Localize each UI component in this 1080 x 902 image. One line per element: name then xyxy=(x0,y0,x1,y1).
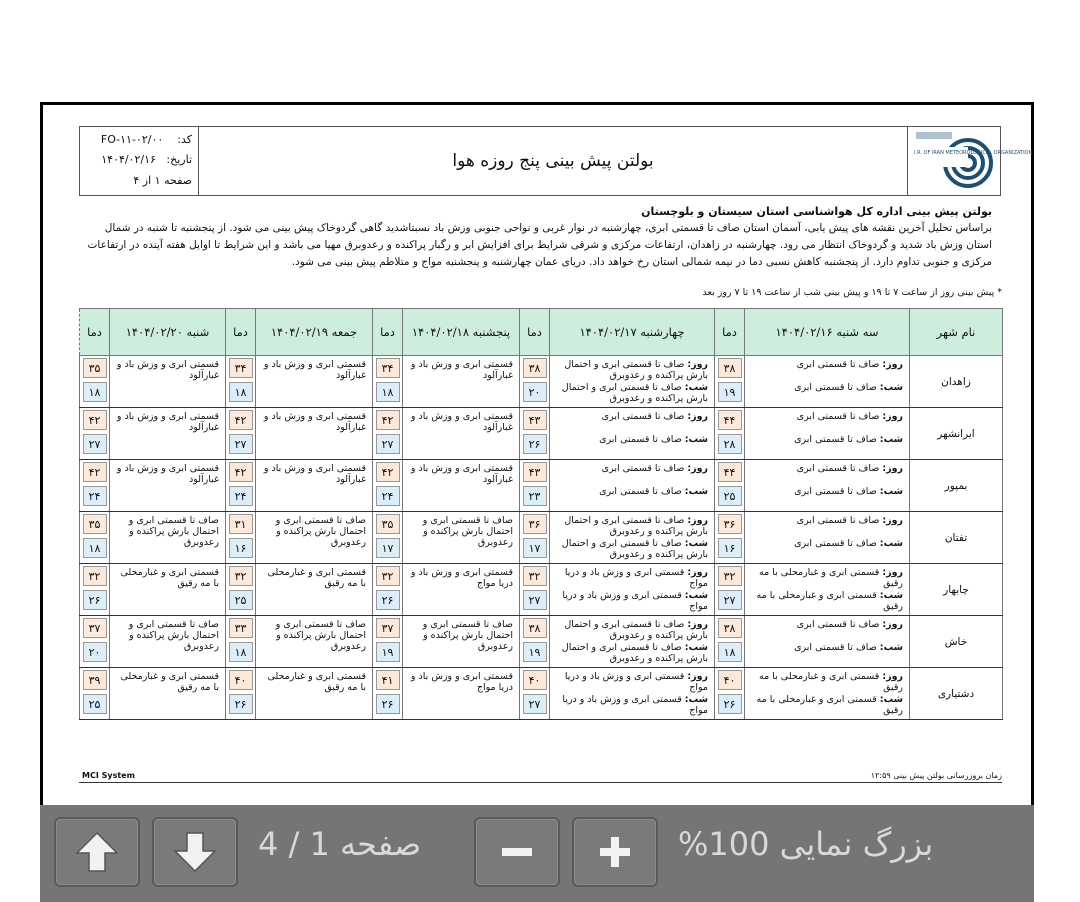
min-temp: ۱۸ xyxy=(376,382,400,402)
day-forecast-cell xyxy=(256,512,373,564)
arrow-up-icon xyxy=(73,830,121,874)
temp-cell xyxy=(373,512,403,564)
max-temp: ۳۲ xyxy=(718,566,742,586)
min-temp: ۲۴ xyxy=(83,486,107,506)
forecast-body xyxy=(80,356,1003,720)
min-temp: ۲۶ xyxy=(83,590,107,610)
max-temp: ۴۲ xyxy=(376,462,400,482)
night-condition: شب: صاف تا قسمتی ابری xyxy=(599,434,708,445)
day-forecast-cell xyxy=(110,460,226,512)
min-temp: ۱۸ xyxy=(229,642,253,662)
table-row xyxy=(80,460,1003,512)
table-header-row xyxy=(80,309,1003,356)
table-row xyxy=(80,564,1003,616)
zoom-out-button[interactable] xyxy=(474,817,560,887)
day-forecast-cell xyxy=(256,356,373,408)
city-name: خاش xyxy=(910,616,1003,668)
min-temp: ۲۵ xyxy=(83,694,107,714)
day-forecast-cell xyxy=(110,512,226,564)
day-forecast-cell xyxy=(256,668,373,720)
forecast-table xyxy=(79,308,1003,720)
max-temp: ۳۴ xyxy=(376,358,400,378)
temp-cell xyxy=(80,356,110,408)
condition-text: قسمتی ابری و وزش باد و غبارآلود xyxy=(263,411,366,433)
condition-text: صاف تا قسمتی ابری و احتمال بارش پراکنده و رعدوبرق xyxy=(275,619,366,652)
temp-cell xyxy=(520,616,550,668)
temp-cell xyxy=(226,512,256,564)
footer-update-time: زمان بروزرسانی بولتن پیش بینی ۱۲:۵۹ xyxy=(870,771,1002,780)
min-temp: ۲۸ xyxy=(718,434,742,454)
city-name: بمپور xyxy=(910,460,1003,512)
logo xyxy=(907,127,1033,195)
min-temp: ۱۹ xyxy=(718,382,742,402)
min-temp: ۲۷ xyxy=(523,694,547,714)
temp-cell xyxy=(520,564,550,616)
night-condition: شب: صاف تا قسمتی ابری xyxy=(599,486,708,497)
max-temp: ۴۳ xyxy=(523,462,547,482)
max-temp: ۳۲ xyxy=(523,566,547,586)
temp-header: دما xyxy=(226,309,256,356)
max-temp: ۳۱ xyxy=(229,514,253,534)
temp-cell xyxy=(226,408,256,460)
condition-text: قسمتی ابری و وزش باد و غبارآلود xyxy=(116,359,219,381)
day-forecast-cell xyxy=(745,564,910,616)
max-temp: ۴۰ xyxy=(229,670,253,690)
temp-cell xyxy=(226,668,256,720)
day-forecast-cell xyxy=(550,616,715,668)
temp-cell xyxy=(715,564,745,616)
condition-text: صاف تا قسمتی ابری و احتمال بارش پراکنده و رعدوبرق xyxy=(422,515,513,548)
min-temp: ۱۹ xyxy=(523,642,547,662)
temp-cell xyxy=(520,408,550,460)
code-box xyxy=(80,127,199,195)
condition-text: قسمتی ابری و وزش باد و غبارآلود xyxy=(116,411,219,433)
condition-text: قسمتی ابری و وزش باد و غبارآلود xyxy=(263,463,366,485)
plus-icon xyxy=(595,832,635,872)
night-condition: شب: صاف تا قسمتی ابری و احتمال بارش پراکنده و رعدوبرق xyxy=(561,538,708,560)
next-page-button[interactable] xyxy=(152,817,238,887)
max-temp: ۳۵ xyxy=(83,514,107,534)
min-temp: ۲۰ xyxy=(523,382,547,402)
forecast-note: * پیش بینی روز از ساعت ۷ تا ۱۹ و پیش بینی شب از ساعت ۱۹ تا ۷ روز بعد xyxy=(702,287,1002,298)
condition-text: قسمتی ابری و وزش باد و غبارآلود xyxy=(410,359,513,381)
day-forecast-cell xyxy=(110,616,226,668)
day-forecast-cell xyxy=(403,460,520,512)
arrow-down-icon xyxy=(171,830,219,874)
night-condition: شب: صاف تا قسمتی ابری xyxy=(794,434,903,445)
max-temp: ۴۰ xyxy=(718,670,742,690)
day-forecast-cell xyxy=(745,512,910,564)
table-row xyxy=(80,356,1003,408)
min-temp: ۲۳ xyxy=(523,486,547,506)
day-forecast-cell xyxy=(403,408,520,460)
condition-text: قسمتی ابری و وزش باد و دریا مواج xyxy=(410,567,513,589)
day-condition: روز: قسمتی ابری و غبارمحلی با مه رقیق xyxy=(759,671,903,693)
condition-text: صاف تا قسمتی ابری و احتمال بارش پراکنده و رعدوبرق xyxy=(128,515,219,548)
day-forecast-cell xyxy=(256,564,373,616)
day-condition: روز: صاف تا قسمتی ابری xyxy=(796,515,903,526)
day-condition: روز: قسمتی ابری و وزش باد و دریا مواج xyxy=(564,567,708,589)
temp-cell xyxy=(715,408,745,460)
day-forecast-cell xyxy=(550,460,715,512)
day-forecast-cell xyxy=(550,512,715,564)
max-temp: ۳۴ xyxy=(229,358,253,378)
min-temp: ۲۵ xyxy=(229,590,253,610)
max-temp: ۳۶ xyxy=(718,514,742,534)
temp-header: دما xyxy=(715,309,745,356)
meteorological-logo-icon xyxy=(908,127,1033,195)
temp-cell xyxy=(520,512,550,564)
condition-text: قسمتی ابری و غبارمحلی با مه رقیق xyxy=(120,671,219,693)
max-temp: ۳۷ xyxy=(376,618,400,638)
day-forecast-cell xyxy=(110,408,226,460)
code-row: کد: FO-۱۱-۰۲/۰۰ xyxy=(100,133,192,146)
min-temp: ۲۷ xyxy=(376,434,400,454)
city-name: ایرانشهر xyxy=(910,408,1003,460)
max-temp: ۴۲ xyxy=(376,410,400,430)
min-temp: ۲۴ xyxy=(376,486,400,506)
temp-header: دما xyxy=(520,309,550,356)
intro-section xyxy=(86,203,992,271)
max-temp: ۳۹ xyxy=(83,670,107,690)
day-forecast-cell xyxy=(403,668,520,720)
day-condition: روز: قسمتی ابری و وزش باد و دریا مواج xyxy=(564,671,708,693)
day-condition: روز: صاف تا قسمتی ابری xyxy=(796,463,903,474)
night-condition: شب: صاف تا قسمتی ابری xyxy=(794,382,903,393)
condition-text: قسمتی ابری و وزش باد و غبارآلود xyxy=(410,463,513,485)
max-temp: ۳۸ xyxy=(523,618,547,638)
day-condition: روز: صاف تا قسمتی ابری xyxy=(796,619,903,630)
day-forecast-cell xyxy=(256,460,373,512)
day-forecast-cell xyxy=(550,564,715,616)
max-temp: ۳۳ xyxy=(229,618,253,638)
date-row: تاریخ: ۱۴۰۴/۰۲/۱۶ xyxy=(101,153,192,166)
table-row xyxy=(80,668,1003,720)
day-forecast-cell xyxy=(745,460,910,512)
max-temp: ۳۲ xyxy=(229,566,253,586)
condition-text: قسمتی ابری و وزش باد و غبارآلود xyxy=(263,359,366,381)
day-forecast-cell xyxy=(256,408,373,460)
temp-cell xyxy=(520,460,550,512)
temp-cell xyxy=(373,408,403,460)
day-header: چهارشنبه ۱۴۰۴/۰۲/۱۷ xyxy=(550,309,715,356)
min-temp: ۲۶ xyxy=(229,694,253,714)
day-forecast-cell xyxy=(745,356,910,408)
document-header xyxy=(79,126,1033,196)
day-forecast-cell xyxy=(403,616,520,668)
max-temp: ۴۲ xyxy=(229,462,253,482)
condition-text: قسمتی ابری و غبارمحلی با مه رقیق xyxy=(267,567,366,589)
day-header: جمعه ۱۴۰۴/۰۲/۱۹ xyxy=(256,309,373,356)
condition-text: قسمتی ابری و غبارمحلی با مه رقیق xyxy=(267,671,366,693)
temp-cell xyxy=(80,460,110,512)
condition-text: صاف تا قسمتی ابری و احتمال بارش پراکنده و رعدوبرق xyxy=(128,619,219,652)
max-temp: ۴۴ xyxy=(718,410,742,430)
condition-text: صاف تا قسمتی ابری و احتمال بارش پراکنده و رعدوبرق xyxy=(275,515,366,548)
temp-header: دما xyxy=(80,309,110,356)
temp-header: دما xyxy=(373,309,403,356)
min-temp: ۱۸ xyxy=(83,382,107,402)
max-temp: ۳۸ xyxy=(523,358,547,378)
min-temp: ۱۷ xyxy=(376,538,400,558)
table-row xyxy=(80,512,1003,564)
night-condition: شب: قسمتی ابری و غبارمحلی با مه رقیق xyxy=(756,590,903,612)
min-temp: ۱۶ xyxy=(229,538,253,558)
temp-cell xyxy=(80,512,110,564)
temp-cell xyxy=(715,616,745,668)
night-condition: شب: قسمتی ابری و وزش باد و دریا مواج xyxy=(562,694,708,716)
temp-cell xyxy=(520,668,550,720)
min-temp: ۲۶ xyxy=(376,694,400,714)
condition-text: قسمتی ابری و وزش باد و دریا مواج xyxy=(410,671,513,693)
temp-cell xyxy=(715,356,745,408)
min-temp: ۲۰ xyxy=(83,642,107,662)
svg-text:I.R. OF IRAN METEOROLOGICAL OR: I.R. OF IRAN METEOROLOGICAL ORGANIZATION xyxy=(914,150,1033,156)
temp-cell xyxy=(715,668,745,720)
min-temp: ۲۶ xyxy=(376,590,400,610)
temp-cell xyxy=(226,356,256,408)
temp-cell xyxy=(80,564,110,616)
day-condition: روز: صاف تا قسمتی ابری و احتمال بارش پراکنده و رعدوبرق xyxy=(564,619,708,641)
day-condition: روز: صاف تا قسمتی ابری xyxy=(796,411,903,422)
day-condition: روز: صاف تا قسمتی ابری و احتمال بارش پراکنده و رعدوبرق xyxy=(564,515,708,537)
night-condition: شب: قسمتی ابری و وزش باد و دریا مواج xyxy=(562,590,708,612)
previous-page-button[interactable] xyxy=(54,817,140,887)
night-condition: شب: صاف تا قسمتی ابری xyxy=(794,538,903,549)
day-forecast-cell xyxy=(550,408,715,460)
min-temp: ۲۷ xyxy=(229,434,253,454)
temp-cell xyxy=(226,564,256,616)
max-temp: ۳۵ xyxy=(83,358,107,378)
condition-text: قسمتی ابری و وزش باد و غبارآلود xyxy=(116,463,219,485)
day-forecast-cell xyxy=(403,512,520,564)
day-forecast-cell xyxy=(745,668,910,720)
day-forecast-cell xyxy=(550,668,715,720)
day-condition: روز: صاف تا قسمتی ابری xyxy=(601,411,708,422)
table-row xyxy=(80,408,1003,460)
min-temp: ۱۸ xyxy=(718,642,742,662)
footer-system: MCI System xyxy=(82,771,135,780)
city-name: دشتیاری xyxy=(910,668,1003,720)
temp-cell xyxy=(80,668,110,720)
bulletin-heading: بولتن پیش بینی اداره کل هواشناسی استان سیستان و بلوچستان xyxy=(641,205,992,218)
night-condition: شب: صاف تا قسمتی ابری xyxy=(794,486,903,497)
minus-icon xyxy=(497,832,537,872)
temp-cell xyxy=(520,356,550,408)
temp-cell xyxy=(226,460,256,512)
max-temp: ۳۸ xyxy=(718,358,742,378)
max-temp: ۳۲ xyxy=(376,566,400,586)
min-temp: ۱۷ xyxy=(523,538,547,558)
city-name: چابهار xyxy=(910,564,1003,616)
day-condition: روز: صاف تا قسمتی ابری xyxy=(601,463,708,474)
temp-cell xyxy=(80,408,110,460)
min-temp: ۲۶ xyxy=(718,694,742,714)
day-forecast-cell xyxy=(403,564,520,616)
city-name: تفتان xyxy=(910,512,1003,564)
day-header: سه شنبه ۱۴۰۴/۰۲/۱۶ xyxy=(745,309,910,356)
day-forecast-cell xyxy=(110,668,226,720)
night-condition: شب: صاف تا قسمتی ابری و احتمال بارش پراکنده و رعدوبرق xyxy=(561,382,708,404)
min-temp: ۱۶ xyxy=(718,538,742,558)
day-forecast-cell xyxy=(403,356,520,408)
zoom-in-button[interactable] xyxy=(572,817,658,887)
footer-divider xyxy=(79,782,1002,783)
zoom-indicator: %بزرگ نمایی 100 xyxy=(678,825,934,863)
day-header: شنبه ۱۴۰۴/۰۲/۲۰ xyxy=(110,309,226,356)
night-condition: شب: صاف تا قسمتی ابری و احتمال بارش پراکنده و رعدوبرق xyxy=(561,642,708,664)
max-temp: ۴۴ xyxy=(718,462,742,482)
min-temp: ۱۹ xyxy=(376,642,400,662)
max-temp: ۳۶ xyxy=(523,514,547,534)
min-temp: ۱۸ xyxy=(229,382,253,402)
max-temp: ۳۲ xyxy=(83,566,107,586)
condition-text: قسمتی ابری و وزش باد و غبارآلود xyxy=(410,411,513,433)
max-temp: ۳۷ xyxy=(83,618,107,638)
day-forecast-cell xyxy=(256,616,373,668)
temp-cell xyxy=(373,564,403,616)
temp-cell xyxy=(373,616,403,668)
day-condition: روز: صاف تا قسمتی ابری xyxy=(796,359,903,370)
forecast-paragraph: براساس تحلیل آخرین نقشه های پیش یابی، آسمان استان صاف تا قسمتی ابری، چهارشنبه در نوار غربی و نواحی جنوبی وزش باد نسبتاشدید گاهی گردوخاک پیش بینی می شود. از پنجشنبه تا شنبه در شمال استان وزش باد شدید و گردوخاک انتظار می رود. چهارشنبه در زاهدان، ارتفاعات مرکزی و شرقی شرایط برای افزایش ابر و رگبار پراکنده و رعدوبرق مهیا می باشد و این شرایط تا اوایل هفته آینده در ارتفاعات مرکزی و جنوبی تداوم دارد. از پنجشنبه کاهش نسبی دما در نیمه شمالی استان رخ خواهد داد. دریای عمان چهارشنبه و پنجشنبه مواج و متلاطم پیش بینی می شود. xyxy=(87,222,992,268)
day-condition: روز: قسمتی ابری و غبارمحلی با مه رقیق xyxy=(759,567,903,589)
condition-text: صاف تا قسمتی ابری و احتمال بارش پراکنده و رعدوبرق xyxy=(422,619,513,652)
min-temp: ۲۷ xyxy=(83,434,107,454)
max-temp: ۳۸ xyxy=(718,618,742,638)
min-temp: ۲۵ xyxy=(718,486,742,506)
temp-cell xyxy=(373,668,403,720)
max-temp: ۴۱ xyxy=(376,670,400,690)
page-info: صفحه ۱ از ۴ xyxy=(133,174,192,187)
table-row xyxy=(80,616,1003,668)
document-title: بولتن پیش بینی پنج روزه هوا xyxy=(452,151,654,171)
temp-cell xyxy=(80,616,110,668)
night-condition: شب: صاف تا قسمتی ابری xyxy=(794,642,903,653)
max-temp: ۴۲ xyxy=(229,410,253,430)
temp-cell xyxy=(226,616,256,668)
city-name: زاهدان xyxy=(910,356,1003,408)
day-condition: روز: صاف تا قسمتی ابری و احتمال بارش پراکنده و رعدوبرق xyxy=(564,359,708,381)
night-condition: شب: قسمتی ابری و غبارمحلی با مه رقیق xyxy=(756,694,903,716)
max-temp: ۴۳ xyxy=(523,410,547,430)
min-temp: ۲۷ xyxy=(523,590,547,610)
max-temp: ۴۲ xyxy=(83,410,107,430)
max-temp: ۳۵ xyxy=(376,514,400,534)
min-temp: ۱۸ xyxy=(83,538,107,558)
day-forecast-cell xyxy=(745,616,910,668)
temp-cell xyxy=(373,356,403,408)
temp-cell xyxy=(715,460,745,512)
day-forecast-cell xyxy=(110,356,226,408)
min-temp: ۲۷ xyxy=(718,590,742,610)
min-temp: ۲۴ xyxy=(229,486,253,506)
day-forecast-cell xyxy=(745,408,910,460)
day-header: پنجشنبه ۱۴۰۴/۰۲/۱۸ xyxy=(403,309,520,356)
temp-cell xyxy=(715,512,745,564)
viewer-toolbar xyxy=(40,805,1034,902)
day-forecast-cell xyxy=(110,564,226,616)
day-forecast-cell xyxy=(550,356,715,408)
page-indicator: صفحه 1 / 4 xyxy=(258,825,422,863)
min-temp: ۲۶ xyxy=(523,434,547,454)
max-temp: ۴۲ xyxy=(83,462,107,482)
city-header: نام شهر xyxy=(910,309,1003,356)
temp-cell xyxy=(373,460,403,512)
condition-text: قسمتی ابری و غبارمحلی با مه رقیق xyxy=(120,567,219,589)
max-temp: ۴۰ xyxy=(523,670,547,690)
